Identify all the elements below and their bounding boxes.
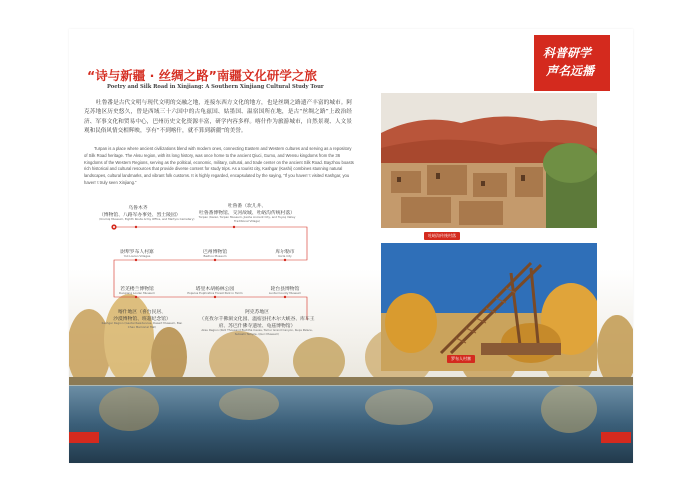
science-study-badge [534,35,610,91]
node-bazhou-cn: 巴州博物馆 [203,250,227,255]
route-node-luntai [261,285,309,296]
node-aksu-cn2: （克孜尔千佛洞文化园、温宿县托木尔大峡谷、库车王府、苏巴什佛寺遗址、龟兹博物馆） [199,317,315,329]
node-turpan-en: Turpan (Karez, Turpan Museum, Jiaohe Ancient City, and Tuyoq Valley Traditional Village) [198,215,296,223]
node-tarim-cn: 塔里木胡杨林公园 [195,287,235,292]
node-kashgar-en: Kashgar Region (Gaotai Residences, Desert Museum, Ban Chao Memorial Hall) [101,321,183,329]
route-node-ruoqiang [109,285,165,296]
node-yuli-en: Yuli Loulan Villages [123,254,151,258]
route-node-tarim [181,285,249,296]
intro-chinese: 吐鲁番是古代文明与现代文明的交融之地，连接东西方文化的地方，也是丝绸之路遗产丰富的城市。阿克苏地区历史悠久，曾是西域三十六国中的古龟兹国、姑墨国、温宿国所在地，是古“丝绸之路”上政治经济、军事文化和贸易中心，巴州历史文化资源丰富，研学内容多样。喀什作为旅游城市，自然景观、人文景观和民俗风情交相辉映，享有“不到喀什，就不算到新疆”的美誉。 [84,100,352,135]
node-yuli-cn: 尉犁罗布人村寨 [120,250,154,255]
node-ruoqiang-en: Ruoqiang Loulan Museum [118,291,155,295]
tower-photo [381,243,597,371]
route-node-korla [265,248,305,259]
node-ruoqiang-cn: 若羌楼兰博物馆 [120,287,154,292]
node-turpan-cn2: 吐鲁番博物馆、交河故城、吐峪沟传统村落） [199,211,295,216]
node-aksu-en: Aksu Region (Kizil Thousand Buddha Caves, Tomur Grand Canyon, Kuqa Palace, Subashi Temple, Qiuci Museum) [201,328,313,336]
node-urumqi-cn2: （博物馆、八路军办事处、烈士陵园） [99,213,181,218]
route-node-yuli [111,248,163,259]
page-title [87,66,317,84]
node-turpan-cn: 吐鲁番（坎儿井、 [227,204,267,209]
intro-english: Turpan is a place where ancient civilizations blend with modern ones, connecting Eastern and Western cultures and serving as a repository of Silk Road heritage. The Aksu region, with its long history, was once home to the ancient Qiuci, Gumo, and Wensu kingdoms from the 36 Kingdoms of the Western Regions, serving as the political, economic, military, cultural, and trade center on the ancient Silk Road. Bayzhou boasts rich historical and cultural resources that provide diverse content for study trips. As a tourist city, Kashgar (Kashi) combines stunning natural landscapes, cultural landmarks, and vibrant folk customs. It is highly regarded, encapsulated by the saying, “If you haven’ t visited Kashgar, you haven’ t truly seen Xinjiang.” [84,146,354,185]
route-node-turpan [192,202,302,223]
village-photo [381,93,597,228]
route-diagram [97,200,322,350]
caption-village: 吐峪沟传统村落 [424,232,460,240]
node-tarim-en: Populus Euphratica Forest Park in Tarim [187,291,243,295]
caption-tower: 罗布人村寨 [447,355,475,363]
node-korla-cn: 库尔勒市 [275,250,295,255]
node-kashgar-cn2: 沙漠博物馆、班超纪念馆） [113,317,171,322]
badge-line-1: 科普研学 [543,46,592,60]
badge-line-2: 声名远播 [546,64,595,78]
title-rest: 南疆文化研学之旅 [216,68,317,83]
red-corner-bar-right [601,432,631,443]
route-node-bazhou [191,248,239,259]
node-luntai-cn: 轮台县博物馆 [270,287,300,292]
node-korla-en: Korla City [278,254,292,258]
route-node-urumqi [99,204,195,222]
red-corner-bar-left [69,432,99,443]
node-urumqi-en: (Urumqi Museum, Eighth Route Army Office, and Martyrs Cemetery) [99,217,195,221]
node-urumqi-cn: 乌鲁木齐 [128,206,148,211]
node-bazhou-en: Bazhou Museum [203,254,227,258]
page-subtitle: Poetry and Silk Road in Xinjiang: A Southern Xinjiang Cultural Study Tour [107,84,324,90]
node-kashgar-cn: 喀什地区（喜台民居、 [118,310,166,315]
route-node-kashgar [101,308,183,329]
title-prefix: “诗与新疆 · 丝绸之路” [87,68,217,83]
node-aksu-cn: 阿克苏地区 [245,310,269,315]
node-luntai-en: Luntai County Museum [268,291,302,295]
route-node-aksu [197,308,317,336]
